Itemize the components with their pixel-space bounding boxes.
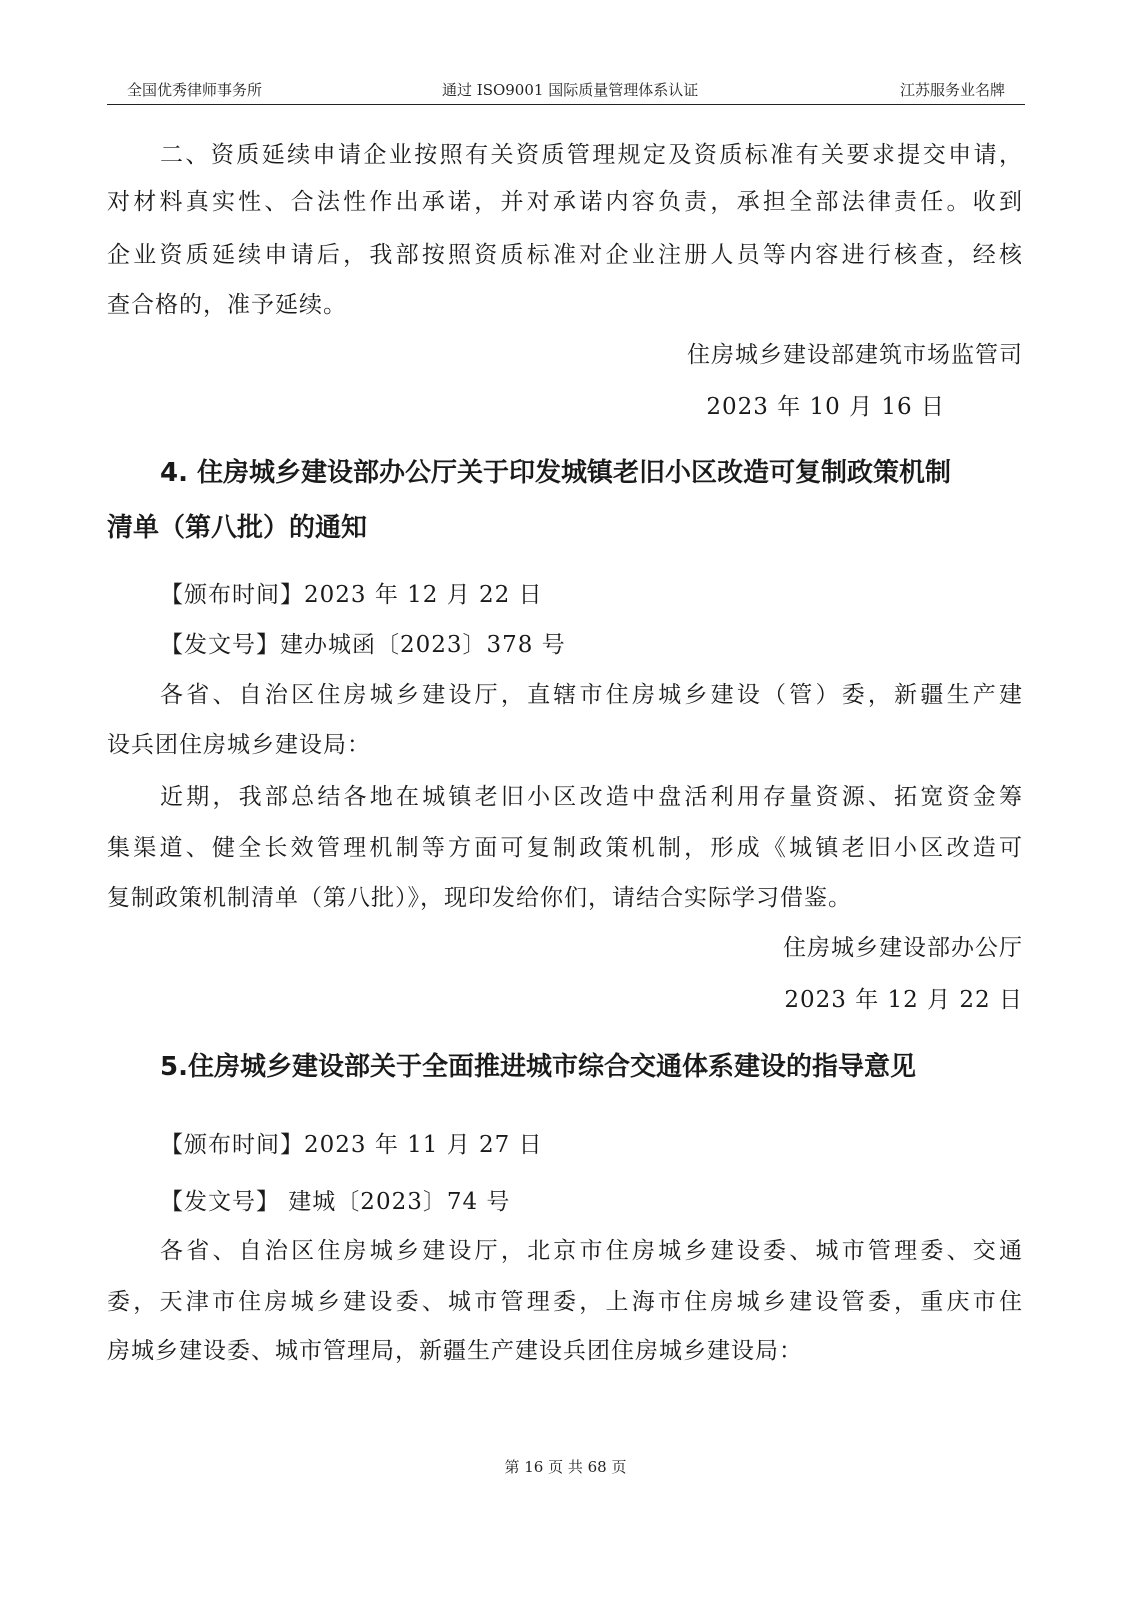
paragraph-line: 查合格的，准予延续。 (107, 292, 347, 318)
page-number: 第 16 页 共 68 页 (504, 1458, 627, 1476)
addressee-line: 各省、自治区住房城乡建设厅，北京市住房城乡建设委、城市管理委、交通 (160, 1238, 1023, 1264)
addressee-line: 房城乡建设委、城市管理局，新疆生产建设兵团住房城乡建设局： (107, 1338, 803, 1364)
paragraph-line: 集渠道、健全长效管理机制等方面可复制政策机制，形成《城镇老旧小区改造可 (107, 835, 1023, 861)
paragraph-line: 近期，我部总结各地在城镇老旧小区改造中盘活利用存量资源、拓宽资金筹 (160, 784, 1023, 810)
addressee-line: 各省、自治区住房城乡建设厅，直辖市住房城乡建设（管）委，新疆生产建 (160, 682, 1023, 708)
header-right-text: 江苏服务业名牌 (899, 81, 1005, 99)
document-number: 【发文号】建办城函〔2023〕378 号 (160, 632, 566, 658)
addressee-line: 委，天津市住房城乡建设委、城市管理委，上海市住房城乡建设管委，重庆市住 (107, 1289, 1023, 1315)
signer-text: 住房城乡建设部建筑市场监管司 (687, 342, 1023, 368)
page-header (107, 76, 1025, 105)
header-left-text: 全国优秀律师事务所 (127, 81, 263, 99)
header-center-text: 通过 ISO9001 国际质量管理体系认证 (442, 81, 699, 99)
section-title: 清单（第八批）的通知 (107, 513, 368, 543)
section-title: 4. 住房城乡建设部办公厅关于印发城镇老旧小区改造可复制政策机制 (160, 458, 952, 488)
signer-text: 住房城乡建设部办公厅 (783, 935, 1023, 961)
addressee-line: 设兵团住房城乡建设局： (107, 732, 371, 758)
issue-time: 【颁布时间】2023 年 12 月 22 日 (160, 582, 543, 608)
document-number: 【发文号】 建城〔2023〕74 号 (160, 1189, 511, 1215)
paragraph-line: 对材料真实性、合法性作出承诺，并对承诺内容负责，承担全部法律责任。收到 (107, 189, 1023, 215)
paragraph-line: 二、资质延续申请企业按照有关资质管理规定及资质标准有关要求提交申请， (160, 142, 1023, 168)
date-text: 2023 年 10 月 16 日 (706, 394, 945, 420)
date-text: 2023 年 12 月 22 日 (784, 987, 1023, 1013)
paragraph-line: 企业资质延续申请后，我部按照资质标准对企业注册人员等内容进行核查，经核 (107, 242, 1023, 268)
paragraph-line: 复制政策机制清单（第八批）》，现印发给你们，请结合实际学习借鉴。 (107, 885, 852, 911)
issue-time: 【颁布时间】2023 年 11 月 27 日 (160, 1132, 543, 1158)
section-title: 5.住房城乡建设部关于全面推进城市综合交通体系建设的指导意见 (160, 1052, 916, 1082)
